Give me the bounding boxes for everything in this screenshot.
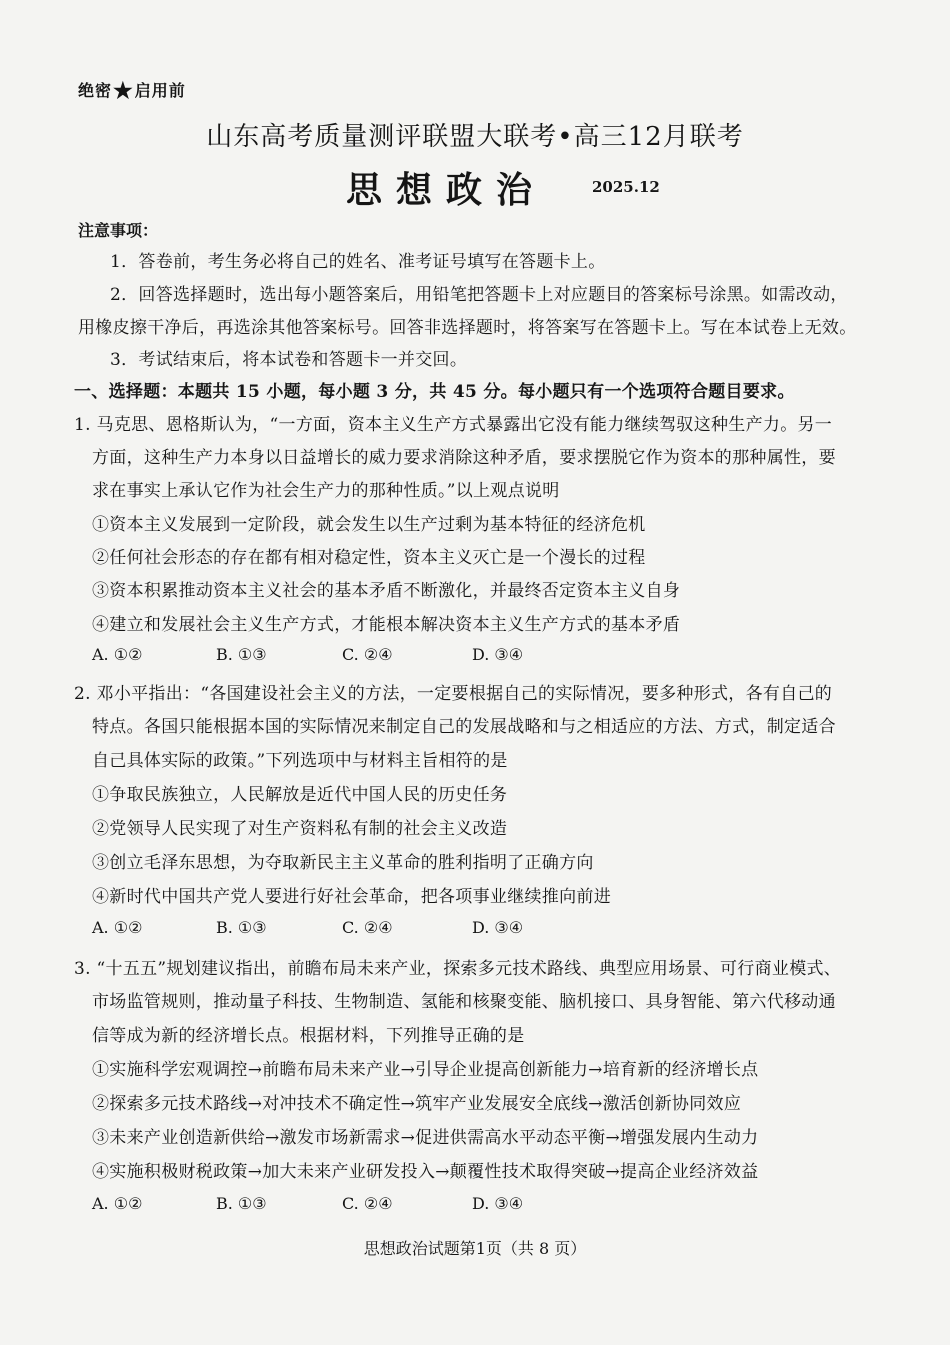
question-item: ①实施科学宏观调控→前瞻布局未来产业→引导企业提高创新能力→培育新的经济增长点	[92, 1060, 759, 1080]
question-options	[92, 645, 523, 664]
option-a: A. ①②	[92, 645, 143, 664]
option-b: B. ①③	[216, 1194, 267, 1213]
option-c: C. ②④	[342, 645, 393, 664]
option-d: D. ③④	[472, 1194, 524, 1213]
option-d: D. ③④	[472, 918, 524, 937]
exam-title: 山东高考质量测评联盟大联考•高三12月联考	[206, 122, 744, 152]
option-b: B. ①③	[216, 918, 267, 937]
question-item: ③创立毛泽东思想，为夺取新民主主义革命的胜利指明了正确方向	[92, 853, 594, 873]
question-stem: 方面，这种生产力本身以日益增长的威力要求消除这种矛盾，要求摆脱它作为资本的那种属性，要	[92, 448, 836, 468]
notice-line: 用橡皮擦干净后，再选涂其他答案标号。回答非选择题时，将答案写在答题卡上。写在本试卷上无效。	[78, 318, 857, 338]
notice-line: 3．考试结束后，将本试卷和答题卡一并交回。	[110, 350, 468, 370]
question-item: ②任何社会形态的存在都有相对稳定性，资本主义灭亡是一个漫长的过程	[92, 548, 646, 568]
question-item: ②探索多元技术路线→对冲技术不确定性→筑牢产业发展安全底线→激活创新协同效应	[92, 1094, 742, 1114]
question-options	[92, 918, 523, 937]
confidential-label: 绝密	[78, 81, 113, 100]
question-item: ④建立和发展社会主义生产方式，才能根本解决资本主义生产方式的基本矛盾	[92, 615, 681, 635]
question-stem: 3. “十五五”规划建议指出，前瞻布局未来产业，探索多元技术路线、典型应用场景、可行商业模式、	[74, 959, 842, 979]
question-item: ①争取民族独立，人民解放是近代中国人民的历史任务	[92, 785, 508, 805]
section-heading: 一、选择题：本题共 15 小题，每小题 3 分，共 45 分。每小题只有一个选项符合题目要求。	[74, 382, 795, 402]
star-icon: ★	[113, 78, 134, 104]
notice-line: 2．回答选择题时，选出每小题答案后，用铅笔把答题卡上对应题目的答案标号涂黑。如需改动，	[110, 285, 848, 305]
exam-date: 2025.12	[592, 178, 660, 196]
question-item: ④新时代中国共产党人要进行好社会革命，把各项事业继续推向前进	[92, 887, 611, 907]
option-c: C. ②④	[342, 918, 393, 937]
question-stem: 1. 马克思、恩格斯认为，“一方面，资本主义生产方式暴露出它没有能力继续驾驭这种生产力。另一	[74, 415, 833, 435]
question-item: ③资本积累推动资本主义社会的基本矛盾不断激化，并最终否定资本主义自身	[92, 581, 681, 601]
before-use-label: 启用前	[134, 81, 186, 100]
option-b: B. ①③	[216, 645, 267, 664]
question-item: ②党领导人民实现了对生产资料私有制的社会主义改造	[92, 819, 508, 839]
subject-title: 思想政治	[346, 169, 547, 211]
notice-line: 1．答卷前，考生务必将自己的姓名、准考证号填写在答题卡上。	[110, 252, 606, 272]
question-stem: 求在事实上承认它作为社会生产力的那种性质。”以上观点说明	[92, 481, 560, 501]
question-stem: 特点。各国只能根据本国的实际情况来制定自己的发展战略和与之相适应的方法、方式，制定适合	[92, 717, 836, 737]
option-d: D. ③④	[472, 645, 524, 664]
question-options	[92, 1194, 523, 1213]
question-item: ③未来产业创造新供给→激发市场新需求→促进供需高水平动态平衡→增强发展内生动力	[92, 1128, 759, 1148]
option-a: A. ①②	[92, 1194, 143, 1213]
question-item: ①资本主义发展到一定阶段，就会发生以生产过剩为基本特征的经济危机	[92, 515, 646, 535]
option-a: A. ①②	[92, 918, 143, 937]
question-stem: 2. 邓小平指出：“各国建设社会主义的方法，一定要根据自己的实际情况，要多种形式，各有自己的	[74, 684, 833, 704]
confidential-mark	[78, 78, 186, 104]
question-stem: 自己具体实际的政策。”下列选项中与材料主旨相符的是	[92, 751, 508, 771]
page-footer: 思想政治试题第1页（共 8 页）	[363, 1239, 587, 1258]
question-item: ④实施积极财税政策→加大未来产业研发投入→颠覆性技术取得突破→提高企业经济效益	[92, 1162, 759, 1182]
notice-heading: 注意事项：	[78, 221, 159, 240]
question-stem: 市场监管规则，推动量子科技、生物制造、氢能和核聚变能、脑机接口、具身智能、第六代移动通	[92, 992, 836, 1012]
question-stem: 信等成为新的经济增长点。根据材料，下列推导正确的是	[92, 1026, 525, 1046]
option-c: C. ②④	[342, 1194, 393, 1213]
